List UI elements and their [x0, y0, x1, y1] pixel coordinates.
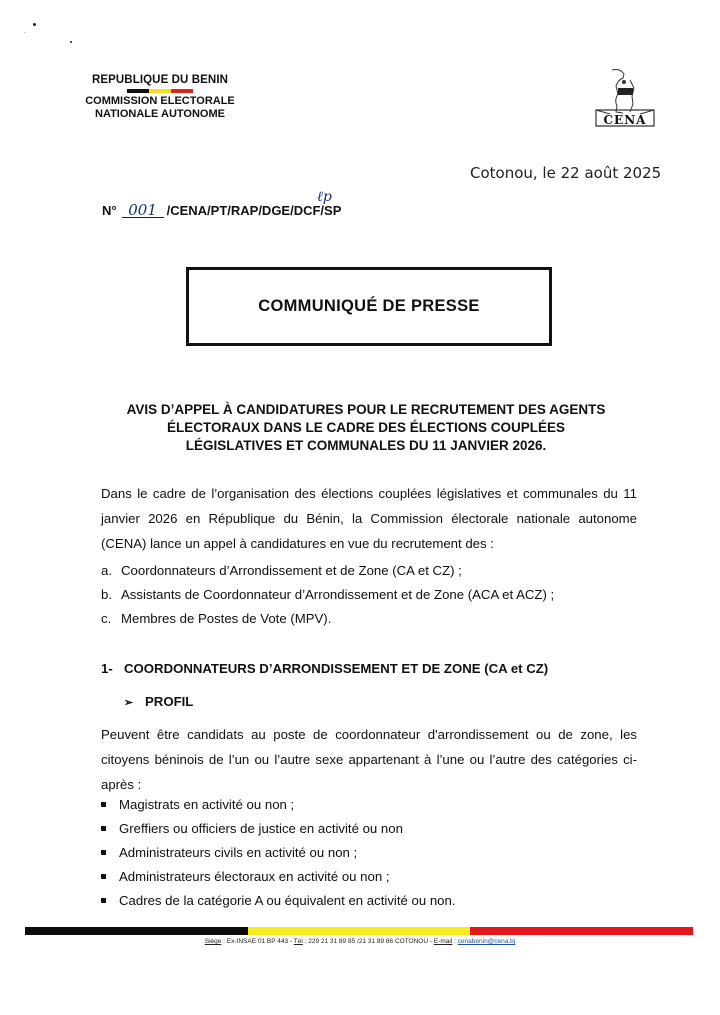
flag-red [470, 927, 693, 935]
tel-label: Tél [293, 938, 303, 945]
institution-line-2: NATIONALE AUTONOME [95, 108, 225, 120]
square-bullet-icon [101, 874, 106, 879]
list-item [101, 864, 456, 888]
reference-handwritten-number: 001 [122, 203, 164, 218]
reference-prefix: N° [102, 203, 117, 218]
profil-paragraph-block [101, 722, 637, 797]
press-release-box [186, 267, 552, 346]
list-item-text: Administrateurs civils en activité ou non ; [119, 844, 358, 860]
flag-stripe [70, 89, 250, 93]
flag-red [171, 89, 193, 93]
footer-flag-bar [25, 927, 693, 935]
notice-title [96, 401, 636, 455]
square-bullet-icon [101, 826, 106, 831]
square-bullet-icon [101, 802, 106, 807]
list-marker: a. [101, 563, 112, 578]
institution-line-1: COMMISSION ELECTORALE [85, 95, 235, 107]
list-marker: c. [101, 611, 112, 626]
siege-label: Siège [204, 938, 222, 945]
benin-map-icon [590, 66, 660, 128]
flag-yellow [149, 89, 171, 93]
initials-signature: ℓp [317, 189, 332, 205]
section-1-heading [101, 661, 548, 676]
scan-speck [33, 23, 36, 26]
email-link[interactable]: cenabenin@cena.bj [457, 938, 516, 945]
email-separator: : [452, 938, 458, 945]
list-marker: b. [101, 587, 112, 602]
tel-value: : 229 21 31 89 85 /21 31 89 86 COTONOU - [302, 938, 434, 945]
email-label: E-mail [433, 938, 453, 945]
list-item [101, 816, 456, 840]
list-item-text: Coordonnateurs d’Arrondissement et de Zone (CA et CZ) ; [121, 563, 462, 578]
recruitment-categories-list [101, 563, 641, 635]
flag-black [127, 89, 149, 93]
notice-title-line-1: AVIS D’APPEL À CANDIDATURES POUR LE RECRUTEMENT DES AGENTS [126, 402, 606, 417]
list-item-text: Cadres de la catégorie A ou équivalent en activité ou non. [119, 892, 456, 908]
list-item-text: Magistrats en activité ou non ; [119, 796, 295, 812]
notice-title-line-3: LÉGISLATIVES ET COMMUNALES DU 11 JANVIER 2026. [185, 438, 547, 453]
subheading-text: PROFIL [145, 694, 194, 709]
list-item [101, 611, 641, 635]
reference-number [102, 189, 342, 219]
profil-subheading [124, 694, 193, 709]
letterhead [70, 74, 250, 121]
list-item [101, 888, 456, 912]
press-release-title: COMMUNIQUÉ DE PRESSE [258, 297, 480, 315]
section-title: COORDONNATEURS D’ARRONDISSEMENT ET DE ZONE (CA et CZ) [124, 661, 549, 676]
scan-speck [24, 32, 25, 33]
list-item-text: Membres de Postes de Vote (MPV). [121, 611, 332, 626]
list-item [101, 840, 456, 864]
intro-paragraph-block [101, 481, 637, 556]
date-line: Cotonou, le 22 août 2025 [470, 164, 662, 182]
intro-paragraph: Dans le cadre de l’organisation des élections couplées législatives et communales du 11 janvier 2026 en République du Bénin, la Commission électorale nationale autonome (CENA) lance un appel à candidatures en vue du recrutement des : [101, 486, 637, 551]
cena-logo [590, 66, 660, 128]
siege-value: : Ex-INSAE 01 BP 443 - [221, 938, 294, 945]
arrow-bullet-icon: ➢ [124, 697, 134, 709]
list-item [101, 563, 641, 587]
list-item [101, 587, 641, 611]
list-item-text: Greffiers ou officiers de justice en activité ou non [119, 820, 403, 836]
eligible-categories-list [101, 792, 456, 912]
profil-paragraph: Peuvent être candidats au poste de coordonnateur d'arrondissement ou de zone, les citoyens béninois de l’un ou l’autre sexe appartenant à l’une ou l’autre des catégories ci-après : [101, 727, 637, 792]
square-bullet-icon [101, 850, 106, 855]
reference-path: /CENA/PT/RAP/DGE/DCF/SP [166, 203, 342, 218]
list-item-text: Administrateurs électoraux en activité ou non ; [119, 868, 390, 884]
square-bullet-icon [101, 898, 106, 903]
scan-speck [70, 41, 72, 43]
flag-yellow [248, 927, 471, 935]
section-number: 1- [101, 661, 113, 676]
flag-black [25, 927, 248, 935]
list-item-text: Assistants de Coordonnateur d’Arrondissement et de Zone (ACA et ACZ) ; [121, 587, 555, 602]
list-item [101, 792, 456, 816]
notice-title-line-2: ÉLECTORAUX DANS LE CADRE DES ÉLECTIONS COUPLÉES [166, 420, 566, 435]
footer-contact [0, 938, 720, 945]
country-name: REPUBLIQUE DU BENIN [91, 74, 229, 86]
logo-text: CENA [603, 113, 647, 127]
